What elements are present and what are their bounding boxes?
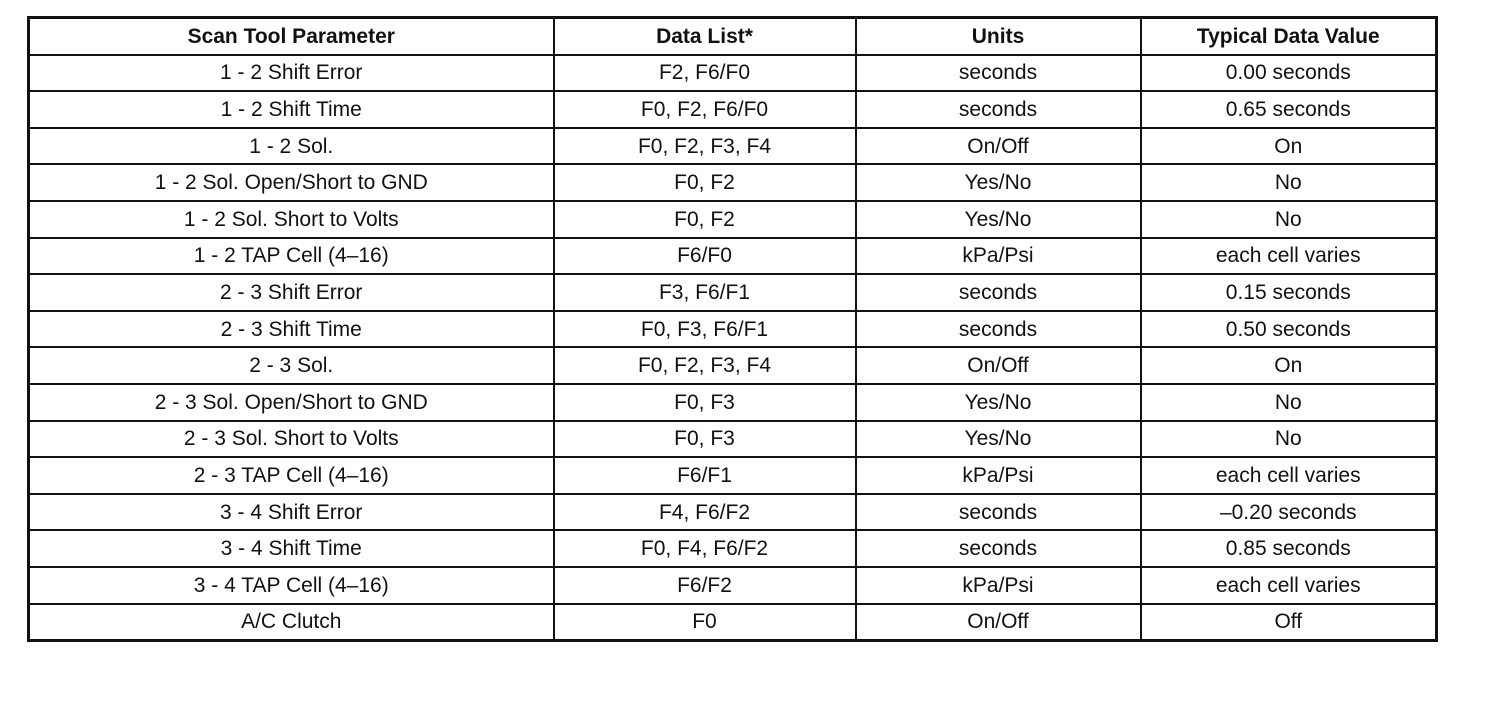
cell-units: seconds — [856, 311, 1141, 348]
cell-units: On/Off — [856, 604, 1141, 641]
table-row — [29, 128, 1437, 165]
table-row — [29, 421, 1437, 458]
cell-parameter: 2 - 3 Sol. Short to Volts — [29, 421, 554, 458]
table-row — [29, 384, 1437, 421]
cell-parameter: 1 - 2 Shift Error — [29, 55, 554, 92]
cell-units: seconds — [856, 530, 1141, 567]
cell-parameter: 2 - 3 TAP Cell (4–16) — [29, 457, 554, 494]
cell-units: kPa/Psi — [856, 567, 1141, 604]
cell-data-list: F3, F6/F1 — [554, 274, 856, 311]
cell-typical-value: On — [1141, 128, 1437, 165]
cell-typical-value: No — [1141, 201, 1437, 238]
cell-parameter: 2 - 3 Sol. — [29, 347, 554, 384]
cell-typical-value: No — [1141, 421, 1437, 458]
cell-units: kPa/Psi — [856, 457, 1141, 494]
cell-data-list: F2, F6/F0 — [554, 55, 856, 92]
cell-typical-value: each cell varies — [1141, 238, 1437, 275]
cell-data-list: F0, F3 — [554, 421, 856, 458]
cell-data-list: F0, F2, F3, F4 — [554, 347, 856, 384]
cell-units: seconds — [856, 91, 1141, 128]
cell-units: seconds — [856, 494, 1141, 531]
cell-parameter: 2 - 3 Shift Error — [29, 274, 554, 311]
table-row — [29, 604, 1437, 641]
cell-data-list: F0, F2, F3, F4 — [554, 128, 856, 165]
cell-data-list: F0, F4, F6/F2 — [554, 530, 856, 567]
cell-parameter: 1 - 2 Sol. — [29, 128, 554, 165]
cell-units: On/Off — [856, 347, 1141, 384]
table-row — [29, 567, 1437, 604]
cell-units: On/Off — [856, 128, 1141, 165]
cell-parameter: 1 - 2 TAP Cell (4–16) — [29, 238, 554, 275]
cell-units: seconds — [856, 274, 1141, 311]
cell-typical-value: No — [1141, 384, 1437, 421]
table-row — [29, 55, 1437, 92]
cell-data-list: F0, F3 — [554, 384, 856, 421]
scan-tool-parameter-table-container — [27, 16, 1435, 642]
cell-data-list: F0, F3, F6/F1 — [554, 311, 856, 348]
cell-data-list: F6/F1 — [554, 457, 856, 494]
table-row — [29, 457, 1437, 494]
scan-tool-parameter-table — [27, 16, 1438, 642]
cell-parameter: 2 - 3 Sol. Open/Short to GND — [29, 384, 554, 421]
cell-units: Yes/No — [856, 421, 1141, 458]
cell-typical-value: each cell varies — [1141, 457, 1437, 494]
table-row — [29, 238, 1437, 275]
cell-units: seconds — [856, 55, 1141, 92]
cell-typical-value: –0.20 seconds — [1141, 494, 1437, 531]
cell-parameter: A/C Clutch — [29, 604, 554, 641]
table-row — [29, 530, 1437, 567]
cell-parameter: 1 - 2 Sol. Open/Short to GND — [29, 164, 554, 201]
cell-data-list: F0 — [554, 604, 856, 641]
cell-data-list: F4, F6/F2 — [554, 494, 856, 531]
cell-typical-value: each cell varies — [1141, 567, 1437, 604]
cell-units: kPa/Psi — [856, 238, 1141, 275]
table-body — [29, 55, 1437, 641]
header-scan-tool-parameter: Scan Tool Parameter — [29, 18, 554, 55]
cell-data-list: F6/F0 — [554, 238, 856, 275]
cell-typical-value: No — [1141, 164, 1437, 201]
cell-parameter: 3 - 4 Shift Error — [29, 494, 554, 531]
header-data-list: Data List* — [554, 18, 856, 55]
cell-parameter: 2 - 3 Shift Time — [29, 311, 554, 348]
cell-parameter: 3 - 4 TAP Cell (4–16) — [29, 567, 554, 604]
cell-typical-value: On — [1141, 347, 1437, 384]
header-row — [29, 18, 1437, 55]
table-row — [29, 347, 1437, 384]
cell-data-list: F0, F2 — [554, 164, 856, 201]
table-row — [29, 164, 1437, 201]
header-typical-data-value: Typical Data Value — [1141, 18, 1437, 55]
table-row — [29, 201, 1437, 238]
cell-typical-value: Off — [1141, 604, 1437, 641]
table-row — [29, 311, 1437, 348]
cell-parameter: 1 - 2 Sol. Short to Volts — [29, 201, 554, 238]
table-row — [29, 91, 1437, 128]
cell-parameter: 3 - 4 Shift Time — [29, 530, 554, 567]
table-row — [29, 274, 1437, 311]
cell-units: Yes/No — [856, 164, 1141, 201]
cell-typical-value: 0.00 seconds — [1141, 55, 1437, 92]
cell-parameter: 1 - 2 Shift Time — [29, 91, 554, 128]
cell-data-list: F0, F2, F6/F0 — [554, 91, 856, 128]
cell-units: Yes/No — [856, 201, 1141, 238]
header-units: Units — [856, 18, 1141, 55]
cell-data-list: F0, F2 — [554, 201, 856, 238]
table-row — [29, 494, 1437, 531]
cell-typical-value: 0.85 seconds — [1141, 530, 1437, 567]
cell-typical-value: 0.50 seconds — [1141, 311, 1437, 348]
cell-units: Yes/No — [856, 384, 1141, 421]
cell-data-list: F6/F2 — [554, 567, 856, 604]
cell-typical-value: 0.15 seconds — [1141, 274, 1437, 311]
cell-typical-value: 0.65 seconds — [1141, 91, 1437, 128]
